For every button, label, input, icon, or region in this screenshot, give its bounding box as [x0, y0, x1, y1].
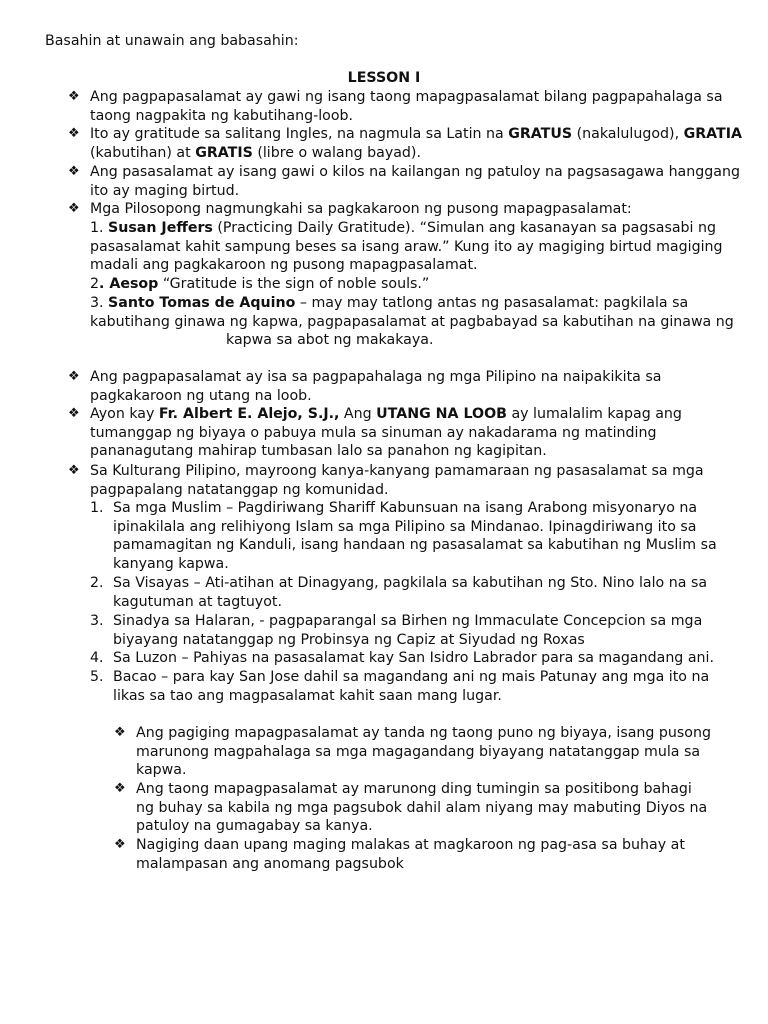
diamond-bullet-icon: ❖ — [68, 463, 80, 478]
diamond-bullet-icon: ❖ — [68, 126, 80, 141]
diamond-bullet-icon: ❖ — [68, 201, 80, 216]
lesson-title: LESSON I — [347, 70, 421, 86]
keyword-gratis: GRATIS — [195, 144, 253, 161]
intro-instruction: Basahin at unawain ang babasahin: — [45, 33, 299, 49]
diamond-bullet-icon: ❖ — [68, 89, 80, 104]
document-page: Basahin at unawain ang babasahin: LESSON I ❖ Ang pagpapasalamat ay gawi ng isang taong mapagpasalamat bilang pagpapahalaga sa taong nagpakita ng kabutihang-loob. ❖ Ito ay gratitude sa salitang Ingles, na nagmula sa Latin na GRATUS (nakalulugod), GRATIA (kabutihan) at GRATIS (libre o walang bayad). ❖ Ang pasasalamat ay isang gawi o kilos na kailangan ng patuloy na pagsasagawa hanggang ito ay maging birtud. ❖ Mga Pilosopong nagmungkahi sa pagkakaroon ng pusong mapagpasalamat: 1. Susan Jeffers (Practicing Daily Gratitude). “Simulan ang kasanayan sa pagsasabi ng pasasalamat kahit sampung beses sa isang araw.” Kung ito ay magiging birtud magiging madali ang pagkakaroon ng pusong mapagpasalamat. 2. Aesop “Gratitude is the sign of noble souls.” 3. Santo Tomas de Aquino – may may tatlong antas ng pasasalamat: pagkilala sa kabutihang ginawa ng kapwa, pagpapasalamat at pagbabayad sa kabutihan na ginawa ng kapwa sa abot ng makakaya. ❖ Ang pagpapasalamat ay isa sa pagpapahalaga ng mga Pilipino na naipakikita sa pagkakaroon ng utang na loob. ❖ Ayon kay Fr. Albert E. Alejo, S.J., Ang UTANG NA LOOB ay lumalalim kapag ang tumanggap ng biyaya o pabuya mula sa sinuman ay nakadarama ng matinding pananagutang mahirap tumbasan lalo sa panahon ng kagipitan. ❖ Sa Kulturang Pilipino, mayroong kanya-kanyang pamamaraan ng pasasalamat sa mga pagpapalang natatanggap ng komunidad. 1. Sa mga Muslim – Pagdiriwang Shariff Kabunsuan na isang Arabong misyonaryo na ipinakilala ang relihiyong Islam sa mga Pilipino sa Mindanao. Ipinagdiriwang ito sa pamamagitan ng Kanduli, isang handaan ng pasasalamat sa kabutihan ng Muslim sa kanyang kapwa. 2. Sa Visayas – Ati-atihan at Dinagyang, pagkilala sa kabutihan ng Sto. Nino lalo na sa kagutuman at tagtuyot. 3. Sinadya sa Halaran, - pagpaparangal sa Birhen ng Immaculate Concepcion sa mga biyayang natatanggap ng Probinsya ng Capiz at Siyudad ng Roxas 4. Sa Luzon – Pahiyas na pasasalamat kay San Isidro Labrador para sa magandang ani. 5. Bacao – para kay San Jose dahil sa magandang ani ng mais Patunay ang mga ito na likas sa tao ang magpasalamat kahit saan mang lugar. ❖ Ang pagiging mapagpasalamat ay tanda ng taong puno ng biyaya, isang pusong marunong magpahalaga sa mga magagandang biyayang natatanggap mula sa kapwa. ❖ Ang taong mapagpasalamat ay marunong ding tumingin sa positibong bahagi ng buhay sa kabila ng mga pagsubok dahil alam niyang may mabuting Diyos na patuloy na gumagabay sa kanya. ❖ Nagiging daan upang maging malakas at magkaroon ng pag-asa sa buhay at malampasan ang anomang pagsubok — [0, 0, 768, 1024]
bullet-text: Ito ay gratitude sa salitang Ingles, na nagmula sa Latin na GRATUS (nakalulugod), GRATIA (kabutihan) at GRATIS (libre o walang bayad). — [90, 126, 742, 161]
diamond-bullet-icon: ❖ — [68, 406, 80, 421]
bullet-text: Ang pagpapasalamat ay gawi ng isang taong mapagpasalamat bilang pagpapahalaga sa taong nagpakita ng kabutihang-loob. — [90, 89, 723, 124]
bullet-text: Sa Kulturang Pilipino, mayroong kanya-kanyang pamamaraan ng pasasalamat sa mga pagpapalang natatanggap ng komunidad. — [90, 463, 704, 498]
bullet-text: Mga Pilosopong nagmungkahi sa pagkakaroon ng pusong mapagpasalamat: — [90, 201, 632, 217]
bullet-text: Ang pagpapasalamat ay isa sa pagpapahalaga ng mga Pilipino na naipakikita sa pagkakaroon ng utang na loob. — [90, 369, 662, 404]
philosopher-item: 1. Susan Jeffers (Practicing Daily Gratitude). “Simulan ang kasanayan sa pagsasabi ng pasasalamat kahit sampung beses sa isang araw.” Kung ito ay magiging birtud magiging madali ang pagkakaroon ng pusong mapagpasalamat. — [90, 220, 723, 274]
philosopher-item: 2. Aesop “Gratitude is the sign of noble souls.” — [90, 276, 430, 292]
philosopher-item-continuation: kapwa sa abot ng makakaya. — [226, 332, 434, 348]
philosopher-name: . Aesop — [99, 276, 159, 292]
philosopher-name: Susan Jeffers — [108, 220, 213, 236]
keyword-gratus: GRATUS — [508, 126, 573, 142]
diamond-bullet-icon: ❖ — [114, 781, 126, 796]
bullet-text: Ayon kay Fr. Albert E. Alejo, S.J., Ang UTANG NA LOOB ay lumalalim kapag ang tumanggap ng biyaya o pabuya mula sa sinuman ay nakadarama ng matinding pananagutang mahirap tumbasan lalo sa panahon ng kagipitan. — [90, 406, 682, 460]
diamond-bullet-icon: ❖ — [114, 837, 126, 852]
diamond-bullet-icon: ❖ — [68, 164, 80, 179]
philosopher-item: 3. Santo Tomas de Aquino – may may tatlong antas ng pasasalamat: pagkilala sa kabutihang ginawa ng kapwa, pagpapasalamat at pagbabayad sa kabutihan na ginawa ng — [90, 295, 734, 330]
diamond-bullet-icon: ❖ — [68, 369, 80, 384]
diamond-bullet-icon: ❖ — [114, 725, 126, 740]
philosopher-name: Santo Tomas de Aquino — [108, 295, 296, 311]
keyword-gratia: GRATIA — [683, 126, 742, 142]
keyword-author: Fr. Albert E. Alejo, S.J., — [158, 406, 340, 422]
keyword-utang-na-loob: UTANG NA LOOB — [376, 406, 507, 422]
bullet-text: Ang pasasalamat ay isang gawi o kilos na kailangan ng patuloy na pagsasagawa hanggang ito ay maging birtud. — [90, 164, 740, 199]
